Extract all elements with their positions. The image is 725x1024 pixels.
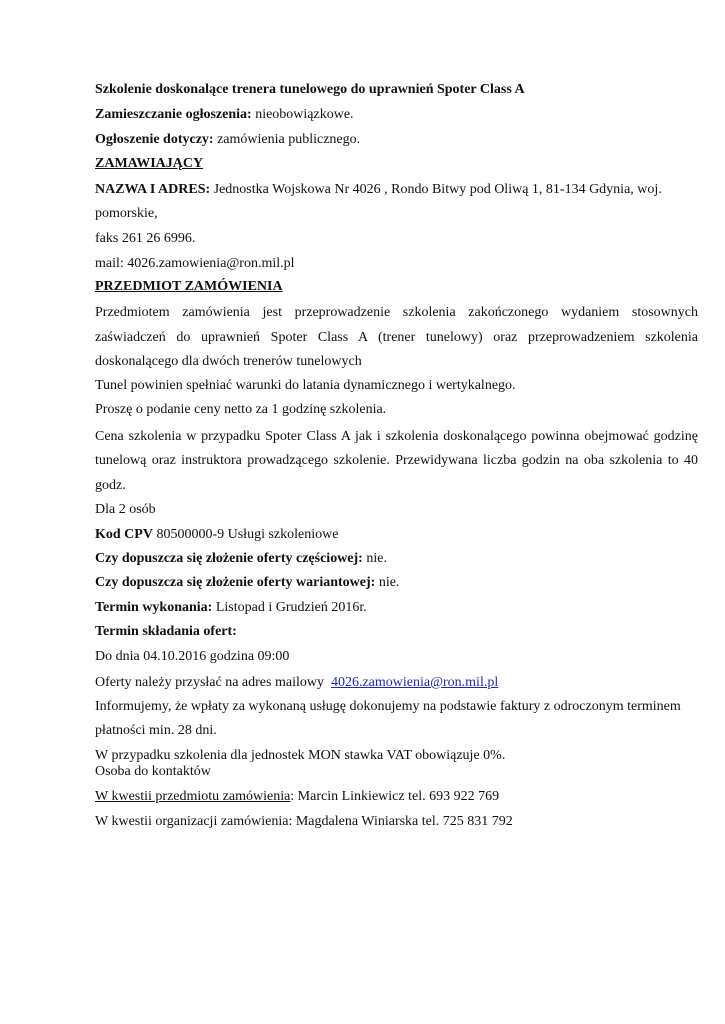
document-title: Szkolenie doskonalące trenera tunelowego do uprawnień Spoter Class A — [95, 82, 525, 97]
submission-label: Termin składania ofert: — [95, 624, 237, 639]
execution-date-row — [95, 599, 698, 617]
posting-row — [95, 106, 698, 124]
address-line-2: pomorskie, — [95, 206, 158, 221]
partial-offer-value: nie. — [366, 551, 387, 566]
execution-date-label: Termin wykonania: — [95, 600, 213, 615]
subject-description-line: doskonalącego dla dwóch trenerów tunelowych — [95, 354, 362, 369]
variant-offer-value: nie. — [378, 575, 400, 590]
contacts-heading: Osoba do kontaktów — [95, 764, 211, 779]
fax-number: faks 261 26 6996. — [95, 231, 196, 246]
posting-label: Zamieszczanie ogłoszenia: — [95, 107, 252, 122]
concerns-value: zamówienia publicznego. — [217, 132, 361, 147]
cpv-label: Kod CPV — [95, 527, 153, 542]
variant-offer-row — [95, 574, 698, 592]
payment-line: płatności min. 28 dni. — [95, 723, 217, 738]
address-line-1: Jednostka Wojskowa Nr 4026 , Rondo Bitwy pod Oliwą 1, 81-134 Gdynia, woj. — [213, 182, 662, 197]
price-scope-line: godz. — [95, 478, 126, 493]
submission-send-text: Oferty należy przysłać na adres mailowy — [95, 675, 324, 690]
contact-subject-row — [95, 788, 698, 806]
contact-mail: mail: 4026.zamowienia@ron.mil.pl — [95, 256, 295, 271]
concerns-label: Ogłoszenie dotyczy: — [95, 132, 214, 147]
cpv-row — [95, 526, 698, 544]
offer-email-link[interactable]: 4026.zamowienia@ron.mil.pl — [330, 675, 499, 690]
subject-description-line: zaświadczeń do uprawnień Spoter Class A (trener tunelowy) oraz przeprowadzeniem szkolenia — [95, 330, 698, 345]
partial-offer-label: Czy dopuszcza się złożenie oferty częściowej: — [95, 551, 363, 566]
tunnel-requirements: Tunel powinien spełniać warunki do latania dynamicznego i wertykalnego. — [95, 378, 516, 393]
price-request: Proszę o podanie ceny netto za 1 godzinę szkolenia. — [95, 402, 387, 417]
name-address-label: NAZWA I ADRES: — [95, 182, 211, 197]
submission-email-row — [95, 674, 698, 692]
contact-subject-person: : Marcin Linkiewicz tel. 693 922 769 — [290, 789, 500, 804]
execution-date-value: Listopad i Grudzień 2016r. — [215, 600, 367, 615]
price-scope-line: Cena szkolenia w przypadku Spoter Class A jak i szkolenia doskonalącego powinna obejmować godzinę — [95, 429, 698, 444]
participants: Dla 2 osób — [95, 502, 156, 517]
contact-organization: W kwestii organizacji zamówienia: Magdalena Winiarska tel. 725 831 792 — [95, 814, 513, 829]
submission-deadline: Do dnia 04.10.2016 godzina 09:00 — [95, 649, 290, 664]
vat-note: W przypadku szkolenia dla jednostek MON stawka VAT obowiązuje 0%. — [95, 748, 506, 763]
subject-heading: PRZEDMIOT ZAMÓWIENIA — [95, 279, 283, 294]
posting-value: nieobowiązkowe. — [255, 107, 354, 122]
contact-subject-label: W kwestii przedmiotu zamówienia — [95, 789, 291, 804]
payment-line: Informujemy, że wpłaty za wykonaną usługę dokonujemy na podstawie faktury z odroczonym terminem — [95, 699, 681, 714]
contracting-authority-heading: ZAMAWIAJĄCY — [95, 156, 204, 171]
cpv-value: 80500000-9 Usługi szkoleniowe — [156, 527, 339, 542]
price-scope-line: tunelową oraz instruktora prowadzącego szkolenie. Przewidywana liczba godzin na oba szkolenia to 40 — [95, 453, 698, 468]
subject-description-line: Przedmiotem zamówienia jest przeprowadzenie szkolenia zakończonego wydaniem stosownych — [95, 305, 698, 320]
name-address-row — [95, 181, 698, 199]
concerns-row — [95, 131, 698, 149]
variant-offer-label: Czy dopuszcza się złożenie oferty wariantowej: — [95, 575, 376, 590]
partial-offer-row — [95, 550, 698, 568]
